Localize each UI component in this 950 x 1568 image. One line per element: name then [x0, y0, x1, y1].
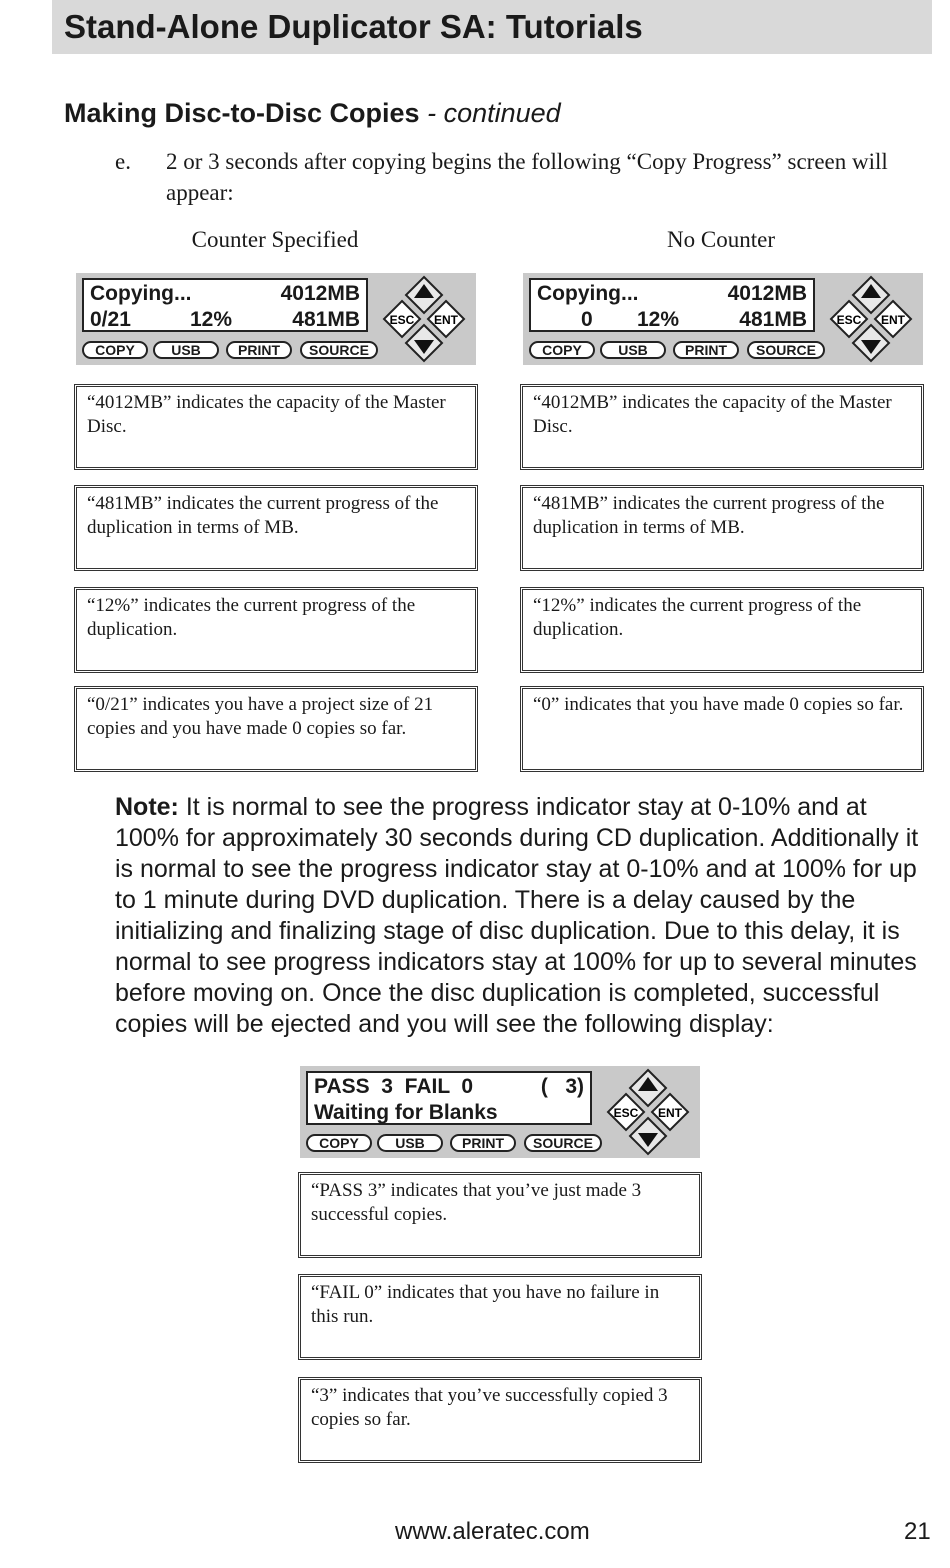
step-text: 2 or 3 seconds after copying begins the following “Copy Progress” screen will appear: — [166, 149, 888, 205]
section-title — [64, 98, 561, 129]
nav-keypad-icon — [376, 275, 472, 363]
print-button: PRINT — [450, 1134, 516, 1152]
desc-box-capacity: “4012MB” indicates the capacity of the Master Disc. — [520, 384, 924, 470]
esc-key-label: ESC — [613, 1106, 639, 1120]
desc-box-counter: “0/21” indicates you have a project size of 21 copies and you have made 0 copies so far. — [74, 686, 478, 772]
lcd-pass-fail: PASS 3 FAIL 0 — [314, 1075, 474, 1098]
esc-key-label: ESC — [836, 313, 862, 327]
note-text: It is normal to see the progress indicator stay at 0-10% and at 100% for approximately 30 seconds during CD duplication. Additionally it is normal to see the progress indicator stay at 0-10% and at 100% for up to 1 minute during DVD duplication. There is a delay caused by the initializing and finalizing stage of disc duplication. Due to this delay, it is normal to see progress indicators stay at 100% for up to several minutes before moving on. Once the disc duplication is completed, successful copies will be ejected and you will see the following display: — [115, 793, 919, 1038]
lcd-screen — [82, 278, 368, 332]
lcd-panel-counter — [76, 273, 476, 365]
column-heading-left: Counter Specified — [191, 227, 359, 252]
ent-key-label: ENT — [434, 313, 458, 327]
desc-box-progress-mb: “481MB” indicates the current progress of the duplication in terms of MB. — [520, 485, 924, 571]
lcd-panel-pass-fail — [300, 1066, 700, 1158]
desc-box-counter: “0” indicates that you have made 0 copies so far. — [520, 686, 924, 772]
lcd-line1-left: Copying... — [537, 282, 639, 305]
lcd-line1-left: Copying... — [90, 282, 192, 305]
desc-box-progress-mb: “481MB” indicates the current progress of the duplication in terms of MB. — [74, 485, 478, 571]
note-label: Note: — [115, 793, 179, 821]
desc-box-capacity: “4012MB” indicates the capacity of the Master Disc. — [74, 384, 478, 470]
copy-button: COPY — [82, 341, 148, 359]
usb-button: USB — [377, 1134, 443, 1152]
esc-key-label: ESC — [389, 313, 415, 327]
section-continued: - continued — [427, 98, 561, 128]
column-heading-right: No Counter — [667, 227, 775, 252]
lcd-screen — [529, 278, 815, 332]
desc-box-copied: “3” indicates that you’ve successfully copied 3 copies so far. — [298, 1377, 702, 1463]
note-paragraph — [115, 792, 925, 1040]
copy-button: COPY — [306, 1134, 372, 1152]
desc-box-progress-percent: “12%” indicates the current progress of the duplication. — [74, 587, 478, 673]
lcd-line2-counter: 0 — [581, 308, 593, 331]
lcd-copy-count: ( 3) — [540, 1075, 584, 1098]
ent-key-label: ENT — [881, 313, 905, 327]
print-button: PRINT — [226, 341, 292, 359]
lcd-panel-no-counter — [523, 273, 923, 365]
lcd-line2-progress: 481MB — [292, 308, 360, 331]
lcd-status: Waiting for Blanks — [314, 1101, 498, 1124]
desc-box-progress-percent: “12%” indicates the current progress of the duplication. — [520, 587, 924, 673]
lcd-screen — [306, 1071, 592, 1125]
lcd-line2-counter: 0/21 — [90, 308, 131, 331]
desc-box-pass: “PASS 3” indicates that you’ve just made 3 successful copies. — [298, 1172, 702, 1258]
page-header — [52, 0, 932, 54]
ent-key-label: ENT — [658, 1106, 682, 1120]
lcd-line1-right: 4012MB — [280, 282, 360, 305]
desc-box-fail: “FAIL 0” indicates that you have no failure in this run. — [298, 1274, 702, 1360]
lcd-line1-right: 4012MB — [727, 282, 807, 305]
lcd-line2-progress: 481MB — [739, 308, 807, 331]
print-button: PRINT — [673, 341, 739, 359]
footer-url: www.aleratec.com — [395, 1518, 590, 1545]
source-button: SOURCE — [300, 341, 378, 359]
nav-keypad-icon — [600, 1068, 696, 1156]
copy-button: COPY — [529, 341, 595, 359]
usb-button: USB — [600, 341, 666, 359]
step-letter: e. — [115, 149, 131, 174]
section-title-text: Making Disc-to-Disc Copies — [64, 98, 420, 128]
lcd-line2-percent: 12% — [637, 308, 680, 331]
source-button: SOURCE — [524, 1134, 602, 1152]
usb-button: USB — [153, 341, 219, 359]
page-number: 21 — [904, 1518, 931, 1545]
page-title: Stand-Alone Duplicator SA: Tutorials — [64, 8, 643, 45]
nav-keypad-icon — [823, 275, 919, 363]
lcd-line2-percent: 12% — [190, 308, 233, 331]
source-button: SOURCE — [747, 341, 825, 359]
